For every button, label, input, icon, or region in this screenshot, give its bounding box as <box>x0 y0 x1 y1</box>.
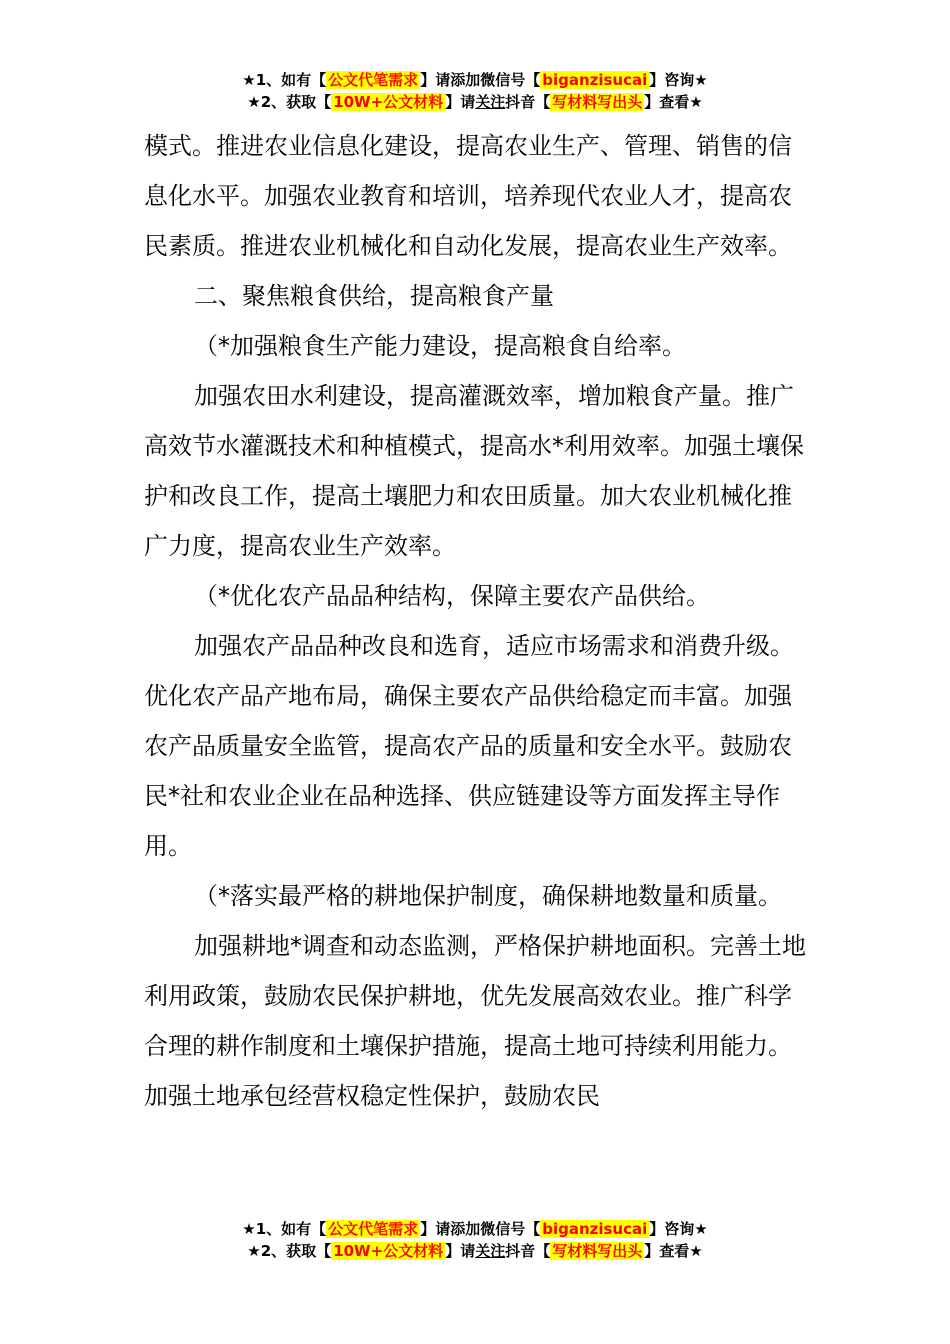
header-line2-mid2: 抖音【 <box>505 93 551 111</box>
header-line-1 <box>0 69 950 91</box>
subheading-3: （*落实最严格的耕地保护制度，确保耕地数量和质量。 <box>194 882 782 910</box>
footer-line1-highlight-wechat: biganzisucai <box>542 1220 648 1238</box>
header-line2-underline: 关注 <box>475 93 506 111</box>
footer-line2-suffix: 】查看★ <box>644 1242 703 1260</box>
paragraph-2: 加强农田水利建设，提高灌溉效率，增加粮食产量。推广高效节水灌溉技术和种植模式，提高水*利用效率。加强土壤保护和改良工作，提高土壤肥力和农田质量。加大农业机械化推广力度，提高农业生产效率。 <box>144 382 804 560</box>
subheading-1: （*加强粮食生产能力建设，提高粮食自给率。 <box>194 332 686 360</box>
header-banner <box>0 69 950 113</box>
document-body <box>144 121 809 1121</box>
footer-line2-underline: 关注 <box>475 1242 506 1260</box>
header-line2-highlight-materials: 10W+公文材料 <box>333 93 444 111</box>
header-line2-prefix: ★2、获取【 <box>247 93 332 111</box>
header-line2-highlight-douyin: 写材料写出头 <box>552 93 643 111</box>
header-line1-highlight-wechat: biganzisucai <box>542 71 648 89</box>
footer-line-2 <box>0 1240 950 1262</box>
header-line2-mid1: 】请 <box>445 93 476 111</box>
header-line1-highlight-service: 公文代笔需求 <box>328 71 419 89</box>
paragraph-4: 加强耕地*调查和动态监测，严格保护耕地面积。完善土地利用政策，鼓励农民保护耕地，优先发展高效农业。推广科学合理的耕作制度和土壤保护措施，提高土地可持续利用能力。加强土地承包经营权稳定性保护，鼓励农民 <box>144 932 806 1110</box>
footer-line2-mid1: 】请 <box>445 1242 476 1260</box>
paragraph-3: 加强农产品品种改良和选育，适应市场需求和消费升级。优化农产品产地布局，确保主要农产品供给稳定而丰富。加强农产品质量安全监管，提高农产品的质量和安全水平。鼓励农民*社和农业企业在品种选择、供应链建设等方面发挥主导作用。 <box>144 632 794 860</box>
header-line1-prefix: ★1、如有【 <box>242 71 327 89</box>
subheading-2: （*优化农产品品种结构，保障主要农产品供给。 <box>194 582 710 610</box>
footer-line2-prefix: ★2、获取【 <box>247 1242 332 1260</box>
footer-line1-highlight-service: 公文代笔需求 <box>328 1220 419 1238</box>
paragraph-1: 模式。推进农业信息化建设，提高农业生产、管理、销售的信息化水平。加强农业教育和培训，培养现代农业人才，提高农民素质。推进农业机械化和自动化发展，提高农业生产效率。 <box>144 132 792 260</box>
footer-banner <box>0 1218 950 1262</box>
header-line-2 <box>0 91 950 113</box>
section-heading-2: 二、聚焦粮食供给，提高粮食产量 <box>194 282 554 310</box>
footer-line1-prefix: ★1、如有【 <box>242 1220 327 1238</box>
footer-line1-mid: 】请添加微信号【 <box>420 1220 541 1238</box>
footer-line2-highlight-materials: 10W+公文材料 <box>333 1242 444 1260</box>
footer-line2-mid2: 抖音【 <box>505 1242 551 1260</box>
footer-line-1 <box>0 1218 950 1240</box>
footer-line2-highlight-douyin: 写材料写出头 <box>552 1242 643 1260</box>
footer-line1-suffix: 】咨询★ <box>649 1220 708 1238</box>
header-line1-mid: 】请添加微信号【 <box>420 71 541 89</box>
header-line1-suffix: 】咨询★ <box>649 71 708 89</box>
header-line2-suffix: 】查看★ <box>644 93 703 111</box>
